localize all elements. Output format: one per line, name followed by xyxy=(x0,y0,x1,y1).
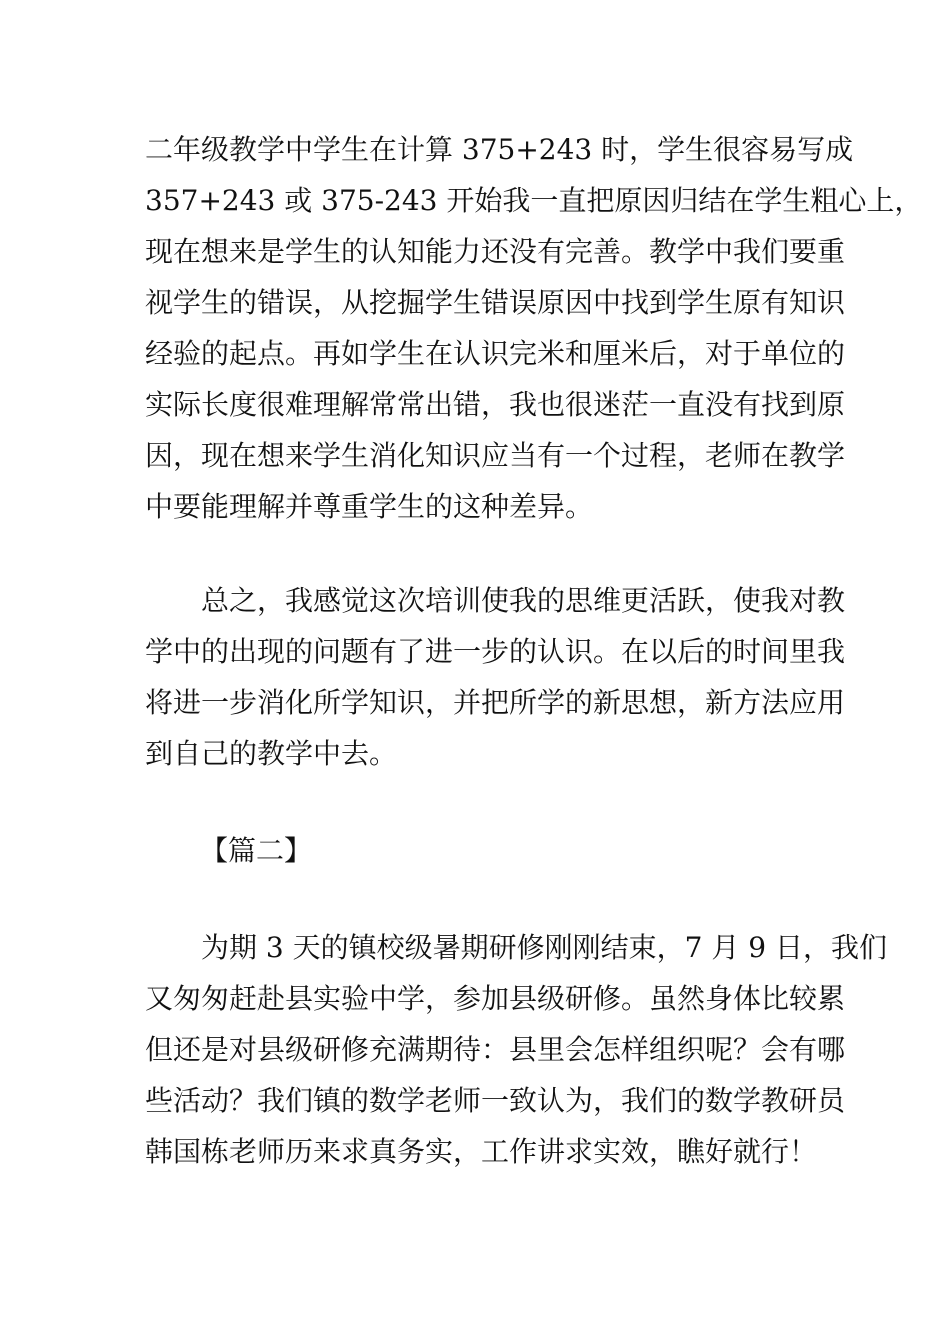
text-line: 二年级教学中学生在计算 375+243 时，学生很容易写成 xyxy=(145,133,854,166)
text-line: 为期 3 天的镇校级暑期研修刚刚结束，7 月 9 日，我们 xyxy=(145,931,887,964)
text-line: 中要能理解并尊重学生的这种差异。 xyxy=(145,490,594,523)
text-line: 现在想来是学生的认知能力还没有完善。教学中我们要重 xyxy=(145,235,846,268)
text-line: 将进一步消化所学知识，并把所学的新思想，新方法应用 xyxy=(145,686,846,719)
text-line: 韩国栋老师历来求真务实，工作讲求实效，瞧好就行！ xyxy=(145,1135,818,1168)
text-line: 学中的出现的问题有了进一步的认识。在以后的时间里我 xyxy=(145,635,846,668)
section-heading xyxy=(200,825,870,876)
paragraph-county-training xyxy=(145,922,887,1177)
text-line: 经验的起点。再如学生在认识完米和厘米后，对于单位的 xyxy=(145,337,846,370)
text-line: 些活动？我们镇的数学老师一致认为，我们的数学教研员 xyxy=(145,1084,846,1117)
paragraph-summary xyxy=(145,575,846,779)
text-line: 实际长度很难理解常常出错，我也很迷茫一直没有找到原 xyxy=(145,388,846,421)
text-line: 到自己的教学中去。 xyxy=(145,737,398,770)
text-line: 总之，我感觉这次培训使我的思维更活跃，使我对教 xyxy=(145,584,846,617)
section-heading-text: 【篇二】 xyxy=(200,834,313,867)
text-line: 357+243 或 375-243 开始我一直把原因归结在学生粗心上， xyxy=(145,184,923,217)
text-line: 又匆匆赶赴县实验中学，参加县级研修。虽然身体比较累 xyxy=(145,982,846,1015)
text-line: 因，现在想来学生消化知识应当有一个过程，老师在教学 xyxy=(145,439,846,472)
text-line: 视学生的错误，从挖掘学生错误原因中找到学生原有知识 xyxy=(145,286,846,319)
text-line: 但还是对县级研修充满期待：县里会怎样组织呢？会有哪 xyxy=(145,1033,846,1066)
paragraph-teaching-errors xyxy=(145,124,923,532)
